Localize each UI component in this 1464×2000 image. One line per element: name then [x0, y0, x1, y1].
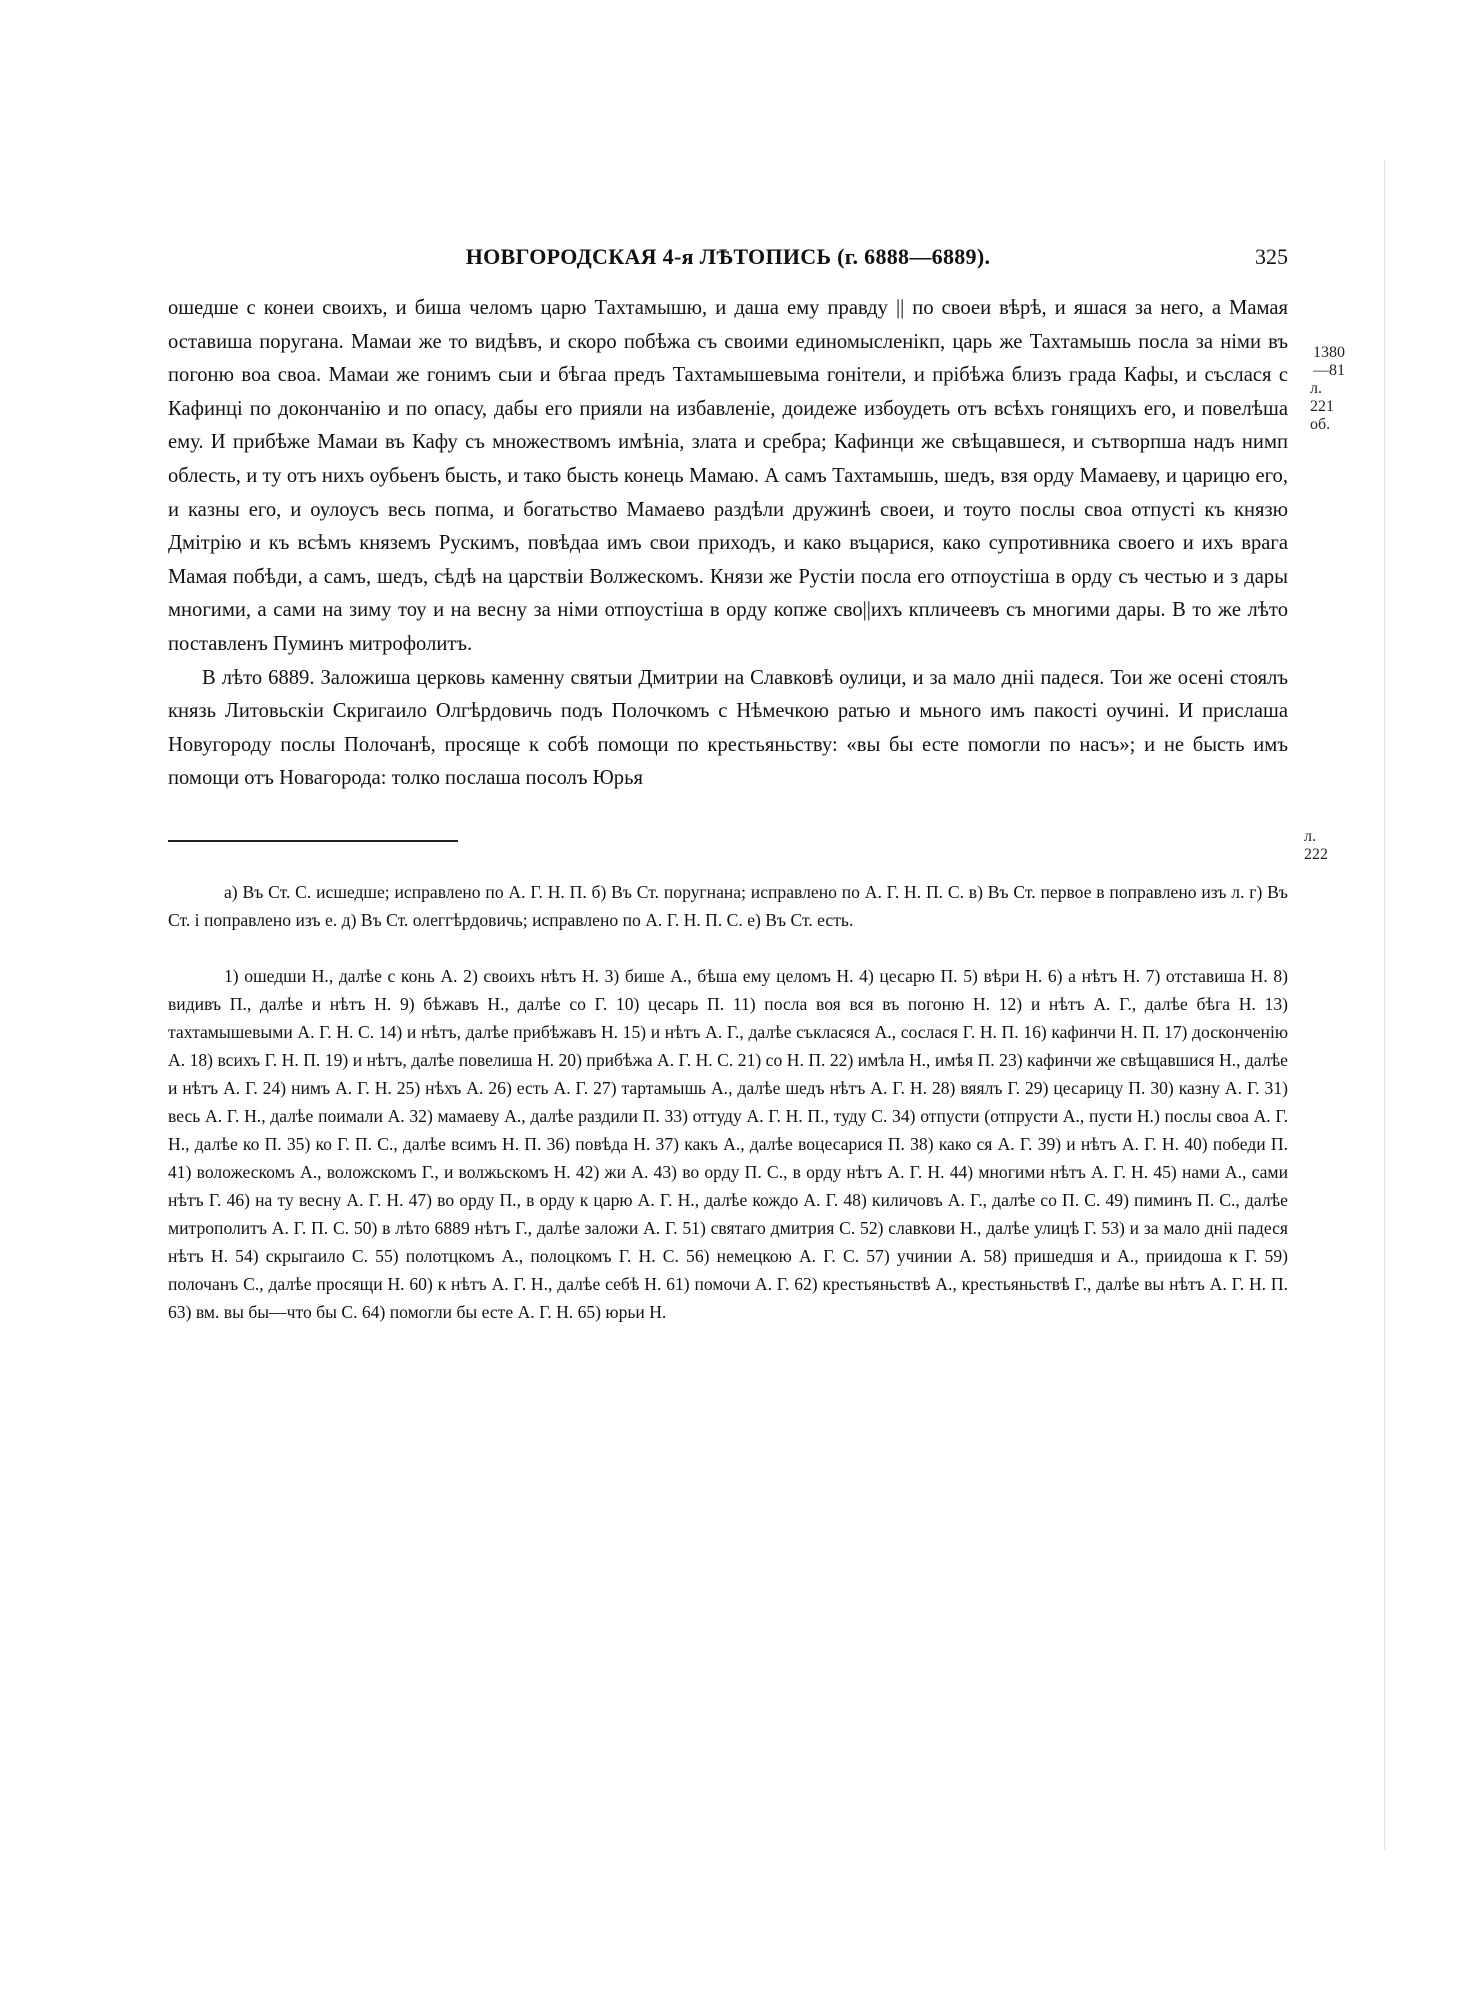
- page: [168, 244, 1345, 1326]
- paragraph-2: В лѣто 6889. Заложиша церковь каменну святыи Дмитрии на Славковѣ оулици, и за мало дніі падеся. Тои же осені стоялъ князь Литовьскіи Скригаило Олгѣрдовичь подъ Полочкомъ с Нѣмечкою ратью и мьного имъ пакості оучині. И прислаша Новугороду послы Полочанѣ, просяще к собѣ помощи по крестьяньству: «вы бы есте помогли по насъ»; и не бысть имъ помощи отъ Новагорода: толко послаша посолъ Юрья: [168, 666, 1288, 790]
- critical-notes-text: а) Въ Ст. С. исшедше; исправлено по А. Г. Н. П. б) Въ Ст. поругнана; исправлено по А. Г. Н. П. С. в) Въ Ст. первое в поправлено изъ л. г) Въ Ст. і поправлено изъ е. д) Въ Ст. олеггѣрдовичь; исправлено по А. Г. Н. П. С. е) Въ Ст. есть.: [168, 881, 1288, 930]
- running-header: [168, 244, 1288, 284]
- footnote-separator: [168, 840, 458, 842]
- running-title: НОВГОРОДСКАЯ 4-я ЛѢТОПИСЬ (г. 6888—6889).: [465, 244, 991, 269]
- margin-leaf-222: л. 222: [1304, 828, 1328, 863]
- critical-notes: [168, 878, 1288, 934]
- variant-apparatus-text: 1) ошедши Н., далѣе с конь А. 2) своихъ нѣтъ Н. 3) бише А., бѣша ему целомъ Н. 4) цесарю П. 5) вѣри Н. 6) а нѣтъ Н. 7) отставиша Н. 8) видивъ П., далѣе и нѣтъ Н. 9) бѣжавъ Н., далѣе со Г. 10) цесарь П. 11) посла воя вся въ погоню Н. 12) и нѣтъ А. Г., далѣе бѣга Н. 13) тахтамышевыми А. Г. Н. С. 14) и нѣтъ, далѣе прибѣжавъ Н. 15) и нѣтъ А. Г., далѣе съкласяся А., сослася Г. Н. П. 16) кафинчи Н. П. 17) досконченію А. 18) всихъ Г. Н. П. 19) и нѣтъ, далѣе повелиша Н. 20) прибѣжа А. Г. Н. С. 21) со Н. П. 22) имѣла Н., имѣя П. 23) кафинчи же свѣщавшися Н., далѣе и нѣтъ А. Г. 24) нимъ А. Г. Н. 25) нѣхъ А. 26) есть А. Г. 27) тартамышь А., далѣе шедъ нѣтъ А. Г. Н. 28) вяялъ Г. 29) цесарицу П. 30) казну А. Г. 31) весь А. Г. Н., далѣе поимали А. 32) мамаеву А., далѣе раздили П. 33) оттуду А. Г. Н. П., туду С. 34) отпусти (отпрусти А., пусти Н.) послы своа А. Г. Н., далѣе ко П. 35) ко Г. П. С., далѣе всимъ Н. П. 36) повѣда Н. 37) какъ А., далѣе воцесарися П. 38) како ся А. Г. 39) и нѣтъ А. Г. Н. 40) победи П. 41) воложескомъ А., воложскомъ Г., и волжьскомъ Н. 42) жи А. 43) во орду П. С., в орду нѣтъ А. Г. Н. 44) многими нѣтъ А. Г. Н. 45) нами А., сами нѣтъ Г. 46) на ту весну А. Г. Н. 47) во орду П., в орду к царю А. Г. Н., далѣе кождо А. Г. 48) киличовъ А. Г., далѣе со П. С. 49) пиминъ П. С., далѣе митрополитъ А. Г. П. С. 50) в лѣто 6889 нѣтъ Г., далѣе заложи А. Г. 51) святаго дмитрия С. 52) славкови Н., далѣе улицѣ Г. 53) и за мало дніі падеся нѣтъ Н. 54) скрыгаило С. 55) полотцкомъ А., полоцкомъ Г. Н. С. 56) немецкою А. Г. С. 57) учинии А. 58) пришедшя и А., приидоша к Г. 59) полочанъ С., далѣе просящи Н. 60) к нѣтъ А. Г. Н., далѣе себѣ Н. 61) помочи А. Г. 62) крестьяньствѣ А., крестьяньствѣ Г., далѣе вы нѣтъ А. Г. Н. П. 63) вм. вы бы—что бы С. 64) помогли бы есте А. Г. Н. 65) юрьи Н.: [168, 965, 1288, 1322]
- margin-years: 1380 —81: [1313, 344, 1345, 379]
- page-number: 325: [1255, 244, 1288, 269]
- paragraph-1: ошедше с конеи своихъ, и биша челомъ царю Тахтамышю, и даша ему правду || по своеи вѣрѣ, и яшася за него, а Мамая оставиша поругана. Мамаи же то видѣвъ, и скоро побѣжа съ своими единомысленікп, царь же Тахтамышь посла за німи въ погоню воа своа. Мамаи же гонимъ сыи и бѣгаа предъ Тахтамышевыма гонітели, и прібѣжа близъ града Кафы, и съслася с Кафинці по докончанію и по опасу, дабы его прияли на избавленіе, доидеже избоудеть отъ всѣхъ гонящихъ его, и повелѣша ему. И прибѣже Мамаи въ Кафу съ множествомъ имѣніа, злата и сребра; Кафинци же свѣщавшеся, и сътворпша надъ нимп облесть, и ту отъ нихъ оубьенъ бысть, и тако бысть конець Мамаю. А самъ Тахтамышь, шедъ, взя орду Мамаеву, и царицю его, и казны его, и оулоусъ весь попма, и богатьство Мамаево раздѣли дружинѣ своеи, и тоуто послы своа отпусті къ князю Дмітрію и къ всѣмъ княземъ Рускимъ, повѣдаа имъ свои приходъ, и како въцарися, како супротивника своего и ихъ врага Мамая побѣди, а самъ, шедъ, сѣдѣ на царствіи Волжескомъ. Князи же Рустіи посла его отпоустіша в орду съ честью и з дары многими, а сами на зиму тоу и на весну за німи отпоустіша в орду копже сво||ихъ кпличеевъ съ многими дары. В то же лѣто поставленъ Пуминъ митрофолитъ.: [168, 297, 1288, 655]
- variant-apparatus: [168, 962, 1288, 1326]
- main-text: [168, 292, 1345, 863]
- margin-leaf-221: л. 221 об.: [1310, 380, 1334, 433]
- page-edge-line: [1384, 160, 1385, 1850]
